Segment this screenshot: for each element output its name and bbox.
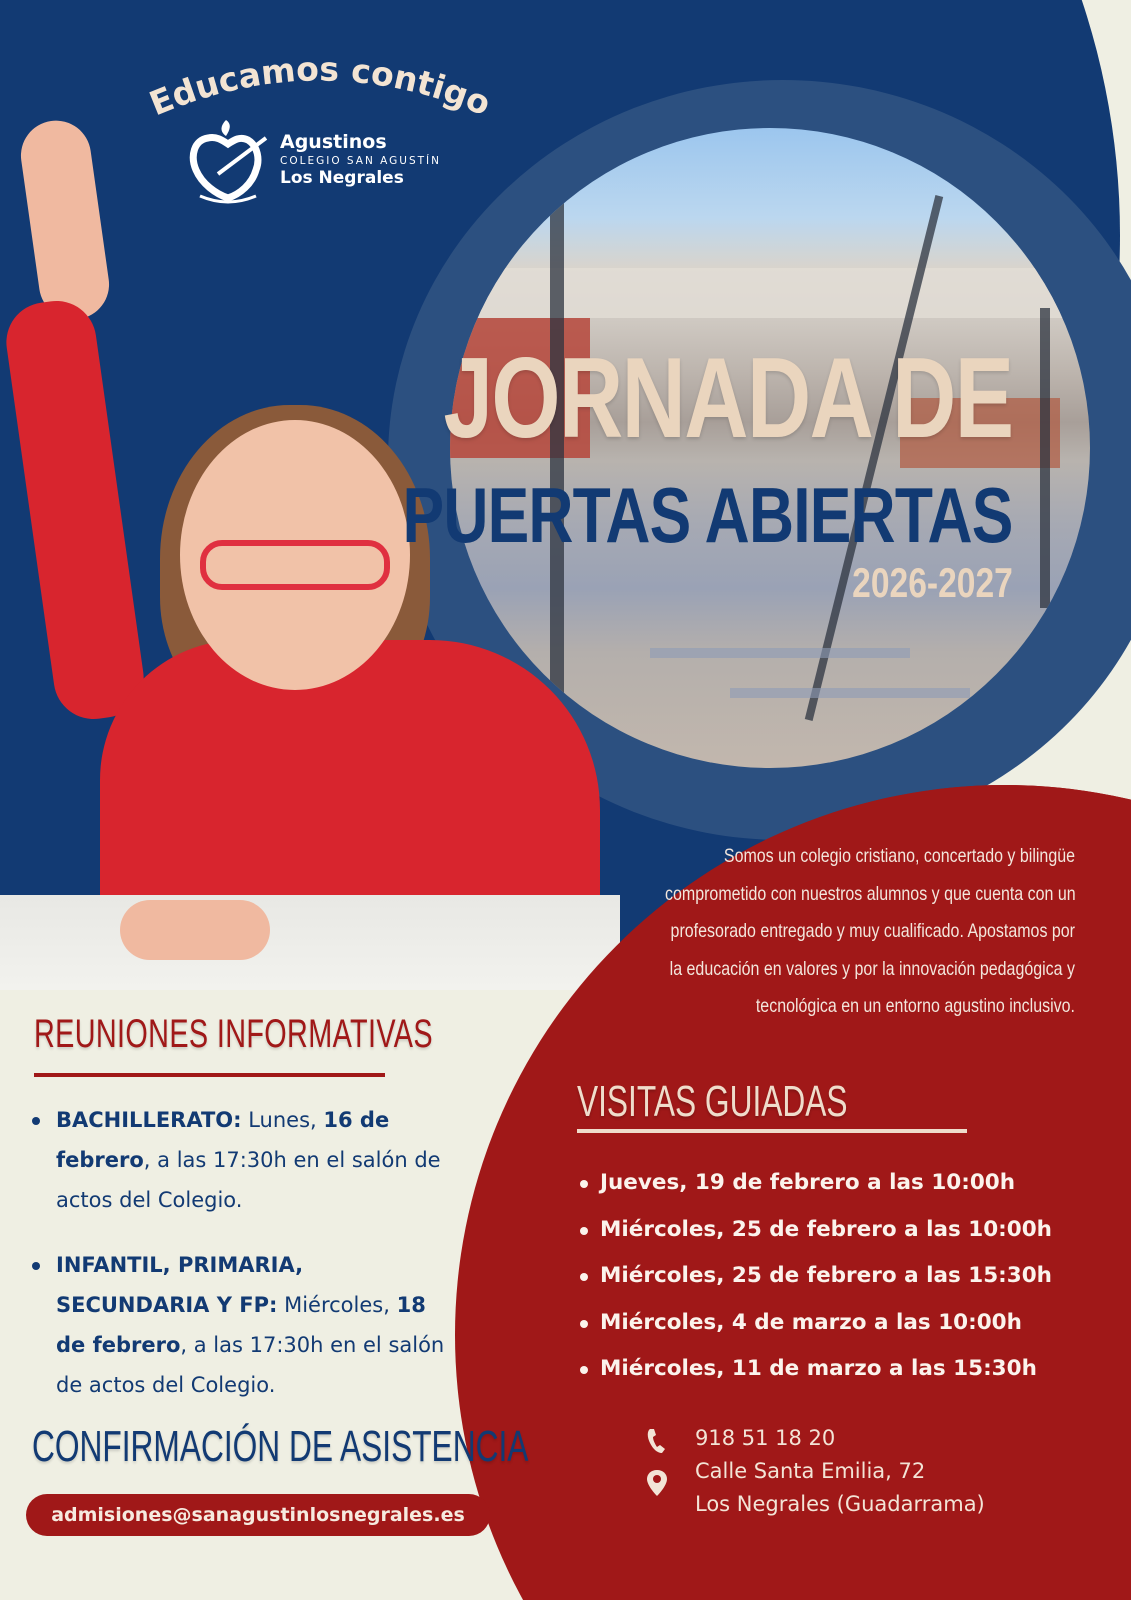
student-glasses bbox=[200, 540, 390, 590]
reuniones-list bbox=[30, 1100, 450, 1405]
visita-text: Miércoles, 25 de febrero a las 15:30h bbox=[600, 1263, 1052, 1288]
svg-text:Educamos contigo: Educamos contigo bbox=[143, 49, 497, 124]
reunion-day: Lunes, bbox=[241, 1108, 324, 1132]
reunion-day: Miércoles, bbox=[277, 1293, 397, 1317]
address-line-1: Calle Santa Emilia, 72 bbox=[695, 1459, 926, 1483]
reunion-level: INFANTIL, PRIMARIA, SECUNDARIA Y FP: bbox=[56, 1253, 304, 1317]
bullet-icon bbox=[580, 1180, 588, 1188]
visita-item bbox=[578, 1160, 1118, 1207]
intro-line: comprometido con nuestros alumnos y que cuenta con un bbox=[665, 882, 1076, 905]
contact-address-row bbox=[645, 1455, 985, 1521]
visita-item bbox=[578, 1207, 1118, 1254]
visitas-title: VISITAS GUIADAS bbox=[577, 1077, 848, 1126]
bullet-icon bbox=[32, 1117, 40, 1125]
logo-line-1: Agustinos bbox=[280, 130, 387, 153]
bullet-icon bbox=[580, 1320, 588, 1328]
intro-paragraph bbox=[575, 838, 1075, 1026]
raised-arm bbox=[1, 296, 149, 724]
reunion-item bbox=[30, 1100, 450, 1220]
photo-beam bbox=[1040, 308, 1050, 608]
address-line-2: Los Negrales (Guadarrama) bbox=[695, 1492, 985, 1516]
reunion-details: , a las 17:30h en el salón de actos del Colegio. bbox=[56, 1148, 441, 1212]
reunion-level: BACHILLERATO: bbox=[56, 1108, 242, 1132]
phone-number: 918 51 18 20 bbox=[695, 1426, 836, 1450]
intro-line: profesorado entregado y muy cualificado. Apostamos por bbox=[670, 920, 1075, 942]
apple-heart-logo-icon bbox=[188, 116, 268, 204]
confirmacion-title: CONFIRMACIÓN DE ASISTENCIA bbox=[32, 1422, 529, 1471]
bullet-icon bbox=[580, 1273, 588, 1281]
desk bbox=[0, 895, 620, 990]
visitas-underline bbox=[577, 1129, 967, 1133]
phone-icon bbox=[645, 1422, 695, 1455]
contact-info bbox=[645, 1422, 985, 1521]
visita-text: Miércoles, 25 de febrero a las 10:00h bbox=[600, 1216, 1052, 1242]
hero-year: 2026-2027 bbox=[852, 559, 1013, 606]
tagline bbox=[130, 48, 510, 124]
bullet-icon bbox=[32, 1262, 40, 1270]
bullet-icon bbox=[580, 1227, 588, 1235]
raised-hand bbox=[16, 116, 113, 324]
email-link[interactable]: admisiones@sanagustinlosnegrales.es bbox=[26, 1494, 490, 1536]
school-logo[interactable] bbox=[188, 116, 441, 204]
intro-line: la educación en valores y por la innovación pedagógica y bbox=[669, 957, 1075, 980]
hero-title-line-2: PUERTAS ABIERTAS bbox=[402, 471, 1013, 559]
logo-line-3: Los Negrales bbox=[280, 168, 404, 189]
visita-item bbox=[578, 1300, 1118, 1347]
bullet-icon bbox=[580, 1366, 588, 1374]
visita-text: Miércoles, 4 de marzo a las 10:00h bbox=[600, 1309, 1022, 1335]
visita-text: Jueves, 19 de febrero a las 10:00h bbox=[600, 1170, 1016, 1195]
reunion-details: , a las 17:30h en el salón de actos del Colegio. bbox=[56, 1333, 445, 1397]
reuniones-underline bbox=[34, 1073, 385, 1077]
photo-floor bbox=[730, 688, 970, 698]
visita-item bbox=[578, 1253, 1118, 1300]
intro-line: Somos un colegio cristiano, concertado y bilingüe bbox=[723, 845, 1075, 867]
logo-line-2: COLEGIO SAN AGUSTÍN bbox=[280, 154, 442, 167]
intro-line: tecnológica en un entorno agustino inclusivo. bbox=[755, 995, 1075, 1017]
reunion-date: 16 de febrero bbox=[56, 1108, 390, 1172]
visitas-list bbox=[578, 1160, 1118, 1393]
visita-text: Miércoles, 11 de marzo a las 15:30h bbox=[600, 1356, 1037, 1381]
contact-phone-row[interactable] bbox=[645, 1422, 985, 1455]
resting-hand bbox=[120, 900, 270, 960]
reuniones-title: REUNIONES INFORMATIVAS bbox=[34, 1012, 433, 1056]
photo-floor bbox=[650, 648, 910, 658]
visita-item bbox=[578, 1346, 1118, 1393]
map-pin-icon bbox=[645, 1455, 695, 1497]
reunion-date: 18 de febrero bbox=[56, 1293, 426, 1357]
hero-title-line-1: JORNADA DE bbox=[443, 335, 1013, 462]
reunion-item bbox=[30, 1245, 450, 1405]
